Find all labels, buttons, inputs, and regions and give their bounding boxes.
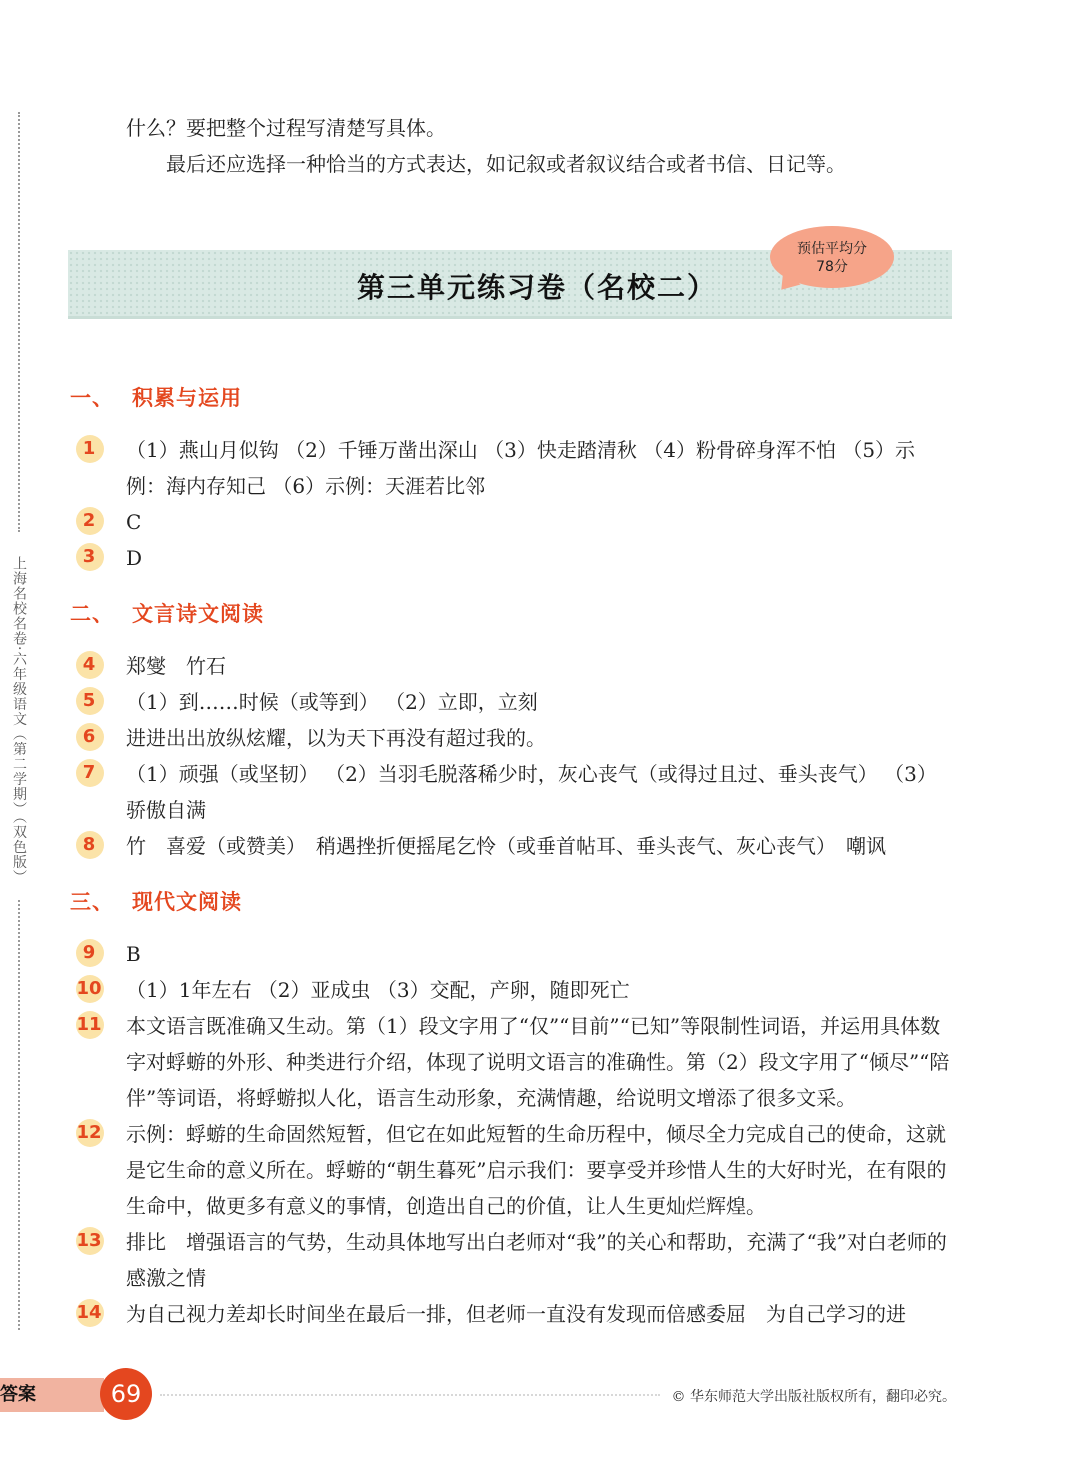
footer-label: 答案: [0, 1384, 36, 1405]
answer-text: 本文语言既准确又生动。第（1）段文字用了“仅”“目前”“已知”等限制性词语，并运用具体数字对蜉蝣的外形、种类进行介绍，体现了说明文语言的准确性。第（2）段文字用了“倾尽”“陪伴”等词语，将蜉蝣拟人化，语言生动形象，充满情趣，给说明文增添了很多文采。: [126, 1014, 950, 1110]
section-number: 一、: [70, 386, 114, 410]
intro-line-1: 什么？要把整个过程写清楚写具体。: [126, 116, 446, 140]
score-badge: [770, 226, 894, 288]
answer-text: （1）燕山月似钩 （2）千锤万凿出深山 （3）快走踏清秋 （4）粉骨碎身浑不怕 （5）示例：海内存知己 （6）示例：天涯若比邻: [126, 438, 916, 498]
section-title: 文言诗文阅读: [132, 602, 264, 626]
question-number: 6: [72, 722, 106, 752]
margin-dotted-line-top: [18, 112, 20, 532]
answer-text: 排比 增强语言的气势，生动具体地写出白老师对“我”的关心和帮助，充满了“我”对白老师的感激之情: [126, 1230, 947, 1290]
answer-text: （1）顽强（或坚韧） （2）当羽毛脱落稀少时，灰心丧气（或得过且过、垂头丧气） （3）骄傲自满: [126, 762, 937, 822]
answer-text: 进进出出放纵炫耀，以为天下再没有超过我的。: [126, 726, 546, 750]
answer-text: 为自己视力差却长时间坐在最后一排，但老师一直没有发现而倍感委屈 为自己学习的进: [126, 1302, 906, 1326]
question-number: 7: [72, 758, 106, 788]
section-number: 二、: [70, 602, 114, 626]
page-number: 69: [100, 1368, 152, 1420]
spine-text: 上海名校名卷·六年级语文（第二学期）（双色版）: [11, 556, 27, 885]
intro-line-2: 最后还应选择一种恰当的方式表达，如记叙或者叙议结合或者书信、日记等。: [166, 152, 846, 176]
page-title: 第三单元练习卷（名校二）: [356, 271, 717, 304]
answer-text: C: [126, 510, 142, 534]
question-number: 9: [72, 938, 106, 968]
answer-text: （1）到……时候（或等到） （2）立即，立刻: [126, 690, 538, 714]
question-number: 13: [72, 1226, 106, 1256]
question-number: 10: [72, 974, 106, 1004]
question-number: 5: [72, 686, 106, 716]
answer-text: （1）1年左右 （2）亚成虫 （3）交配，产卵，随即死亡: [126, 978, 630, 1002]
question-number: 12: [72, 1118, 106, 1148]
footer-dotted-line: [160, 1394, 660, 1396]
answer-text: 示例：蜉蝣的生命固然短暂，但它在如此短暂的生命历程中，倾尽全力完成自己的使命，这就是它生命的意义所在。蜉蝣的“朝生暮死”启示我们：要享受并珍惜人生的大好时光，在有限的生命中，做更多有意义的事情，创造出自己的价值，让人生更灿烂辉煌。: [126, 1122, 947, 1218]
badge-line-1: 预估平均分: [797, 241, 867, 257]
section-heading-3: [70, 886, 242, 916]
section-heading-2: [70, 598, 264, 628]
answer-text: D: [126, 546, 143, 570]
section-heading-1: [70, 382, 242, 412]
question-number: 11: [72, 1010, 106, 1040]
section-number: 三、: [70, 890, 114, 914]
section-title: 现代文阅读: [132, 890, 242, 914]
answer-text: 郑燮 竹石: [126, 654, 226, 678]
question-number: 3: [72, 542, 106, 572]
section-title: 积累与运用: [132, 386, 242, 410]
badge-line-2: 78分: [816, 259, 848, 275]
margin-dotted-line-bottom: [18, 900, 20, 1330]
answer-text: 竹 喜爱（或赞美） 稍遇挫折便摇尾乞怜（或垂首帖耳、垂头丧气、灰心丧气） 嘲讽: [126, 834, 886, 858]
question-number: 2: [72, 506, 106, 536]
answer-text: B: [126, 942, 141, 966]
copyright-notice: © 华东师范大学出版社版权所有，翻印必究。: [671, 1389, 956, 1405]
question-number: 4: [72, 650, 106, 680]
question-number: 1: [72, 434, 106, 464]
question-number: 14: [72, 1298, 106, 1328]
question-number: 8: [72, 830, 106, 860]
